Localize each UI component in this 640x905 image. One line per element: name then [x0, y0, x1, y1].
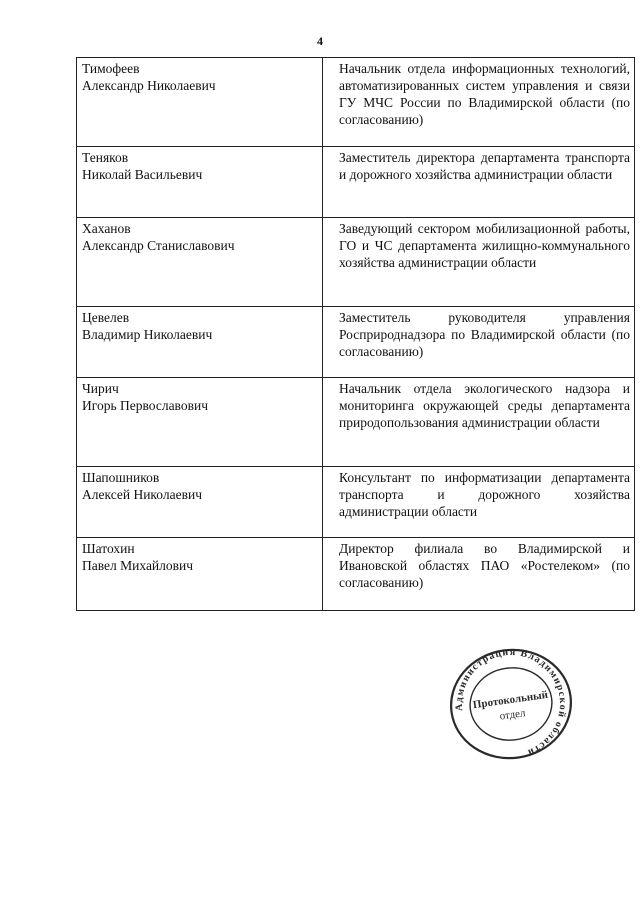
- official-seal: [445, 645, 577, 763]
- member-position: Директор филиала во Владимирской и Ивановской областях ПАО «Ростелеком» (по согласованию): [323, 538, 635, 611]
- table-row: [77, 467, 635, 538]
- table-row: [77, 147, 635, 218]
- member-position: Начальник отдела информационных технологий, автоматизированных систем управления и связи ГУ МЧС России по Владимирской области (по согласованию): [323, 58, 635, 147]
- member-given-names: Николай Васильевич: [82, 167, 203, 182]
- member-position: Заведующий сектором мобилизационной работы, ГО и ЧС департамента жилищно-коммунального хозяйства администрации области: [323, 218, 635, 307]
- member-surname: Теняков: [82, 150, 129, 165]
- page-number: 4: [317, 34, 323, 48]
- table-row: [77, 218, 635, 307]
- member-given-names: Павел Михайлович: [82, 558, 194, 573]
- table-row: [77, 378, 635, 467]
- member-position: Консультант по информатизации департамента транспорта и дорожного хозяйства администрации области: [323, 467, 635, 538]
- member-surname: Шапошников: [82, 470, 160, 485]
- member-name-cell: [77, 378, 323, 467]
- member-surname: Чирич: [82, 381, 119, 396]
- member-name-cell: [77, 218, 323, 307]
- member-given-names: Владимир Николаевич: [82, 327, 213, 342]
- member-given-names: Александр Николаевич: [82, 78, 216, 93]
- member-surname: Цевелев: [82, 310, 130, 325]
- seal-center-line2: отдел: [498, 707, 527, 723]
- member-name-cell: [77, 307, 323, 378]
- members-table: [76, 57, 635, 611]
- member-position: Заместитель директора департамента транспорта и дорожного хозяйства администрации области: [323, 147, 635, 218]
- member-name-cell: [77, 538, 323, 611]
- member-given-names: Алексей Николаевич: [82, 487, 202, 502]
- table-row: [77, 538, 635, 611]
- seal-center-line1: Протокольный: [472, 688, 549, 712]
- member-surname: Тимофеев: [82, 61, 140, 76]
- member-name-cell: [77, 467, 323, 538]
- member-surname: Хаханов: [82, 221, 131, 236]
- member-given-names: Игорь Первославович: [82, 398, 208, 413]
- member-surname: Шатохин: [82, 541, 135, 556]
- member-name-cell: [77, 58, 323, 147]
- seal-ring-textpath: Администрация Владимирской области: [453, 646, 569, 759]
- table-row: [77, 307, 635, 378]
- member-position: Заместитель руководителя управления Росприроднадзора по Владимирской области (по согласованию): [323, 307, 635, 378]
- member-position: Начальник отдела экологического надзора и мониторинга окружающей среды департамента природопользования администрации области: [323, 378, 635, 467]
- member-given-names: Александр Станиславович: [82, 238, 235, 253]
- member-name-cell: [77, 147, 323, 218]
- table-row: [77, 58, 635, 147]
